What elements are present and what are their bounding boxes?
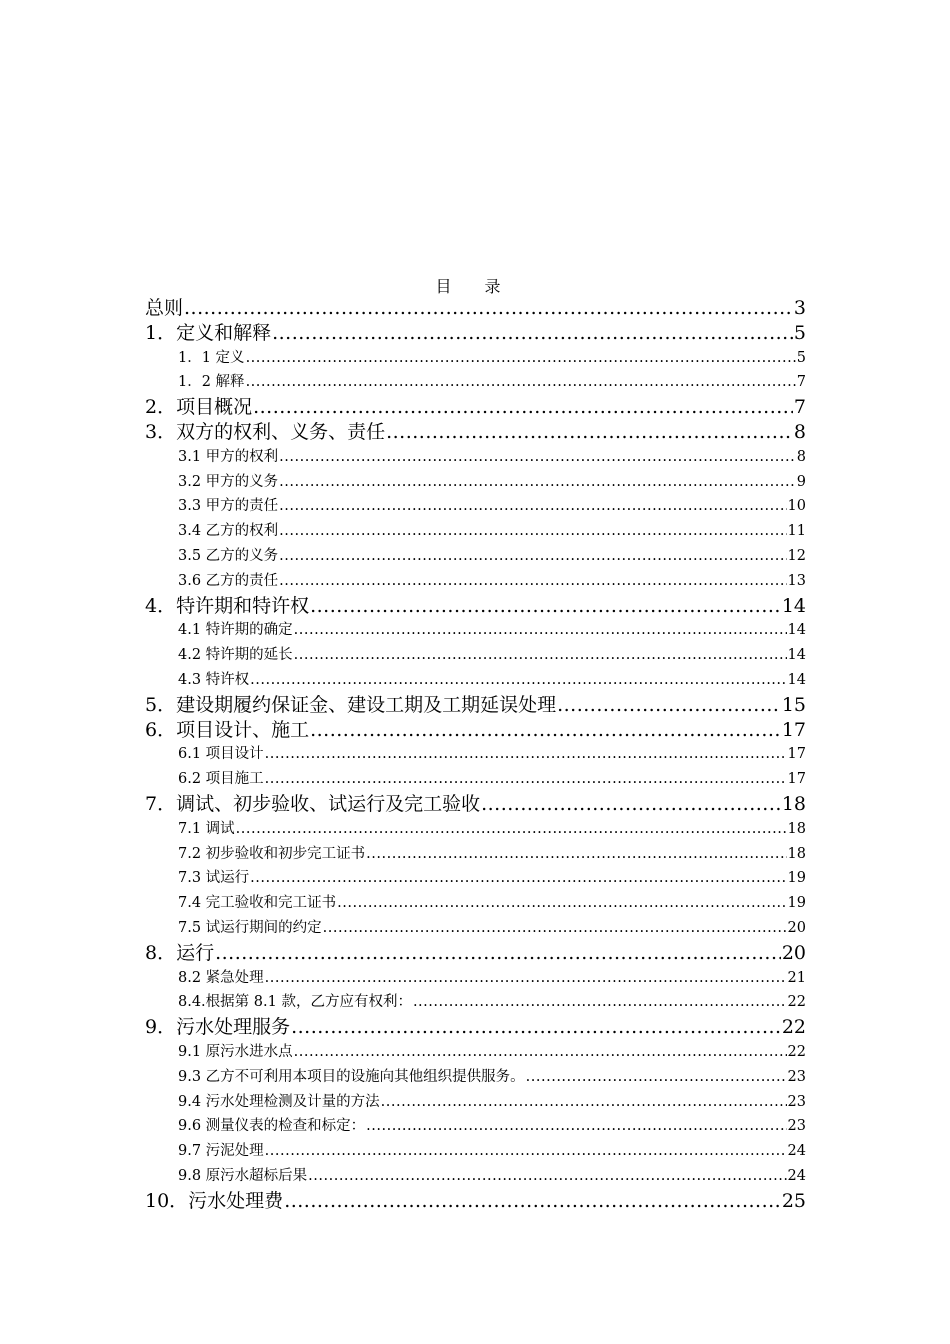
toc-entry-title: 7.5 试运行期间的约定 <box>178 919 322 936</box>
toc-entry[interactable] <box>145 916 806 941</box>
toc-entry-page-number: 19 <box>787 895 806 912</box>
toc-entry[interactable] <box>145 420 806 445</box>
toc-entry[interactable] <box>145 842 806 867</box>
toc-title: 目 录 <box>435 277 515 296</box>
toc-entry-title: 8.4.根据第 8.1 款，乙方应有权利： <box>178 994 412 1011</box>
toc-entry-title: 5．建设期履约保证金、建设工期及工期延误处理 <box>145 693 557 716</box>
toc-entry[interactable] <box>145 1065 806 1090</box>
toc-entry-title: 4.2 特许期的延长 <box>178 647 293 664</box>
toc-entry-title: 3.2 甲方的义务 <box>178 473 279 490</box>
toc-entry-page-number: 13 <box>787 572 806 589</box>
dot-leader <box>294 1040 787 1065</box>
toc-entry-title: 7.3 试运行 <box>178 870 250 887</box>
toc-entry-page-number: 20 <box>781 941 806 964</box>
toc-entry-title: 9.8 原污水超标后果 <box>178 1167 308 1184</box>
toc-entry[interactable] <box>145 569 806 594</box>
toc-entry-title: 总则 <box>145 297 184 319</box>
toc-entry-title: 4.3 特许权 <box>178 671 250 688</box>
dot-leader <box>265 742 787 767</box>
dot-leader <box>413 990 787 1015</box>
toc-entry-title: 7.4 完工验收和完工证书 <box>178 895 337 912</box>
toc-entry-title: 7.2 初步验收和初步完工证书 <box>178 845 366 862</box>
toc-entry[interactable] <box>145 618 806 643</box>
toc-entry[interactable] <box>145 470 806 495</box>
toc-entry[interactable] <box>145 1015 806 1040</box>
toc-entry-title: 4．特许期和特许权 <box>145 594 310 617</box>
toc-entry[interactable] <box>145 693 806 718</box>
toc-entry-title: 6．项目设计、施工 <box>145 718 310 741</box>
dot-leader <box>250 866 786 891</box>
dot-leader <box>294 643 787 668</box>
toc-entry-page-number: 22 <box>787 1043 806 1060</box>
toc-entry-title: 8．运行 <box>145 941 215 964</box>
toc-entry-page-number: 5 <box>793 321 806 344</box>
toc-entry-title: 8.2 紧急处理 <box>178 969 264 986</box>
toc-entry-page-number: 18 <box>787 845 806 862</box>
toc-entry-title: 3.3 甲方的责任 <box>178 498 279 515</box>
dot-leader <box>184 296 793 321</box>
toc-entry-page-number: 24 <box>787 1167 806 1184</box>
dot-leader <box>526 1065 787 1090</box>
toc-entry-page-number: 7 <box>796 374 806 391</box>
dot-leader <box>250 668 786 693</box>
toc-entry-title: 10．污水处理费 <box>145 1189 284 1212</box>
toc-entry-page-number: 12 <box>787 547 806 564</box>
toc-entry-title: 9.6 测量仪表的检查和标定： <box>178 1118 366 1135</box>
toc-entry-title: 4.1 特许期的确定 <box>178 622 293 639</box>
toc-entry[interactable] <box>145 1040 806 1065</box>
dot-leader <box>236 817 787 842</box>
toc-entry[interactable] <box>145 643 806 668</box>
toc-entry-page-number: 24 <box>787 1143 806 1160</box>
toc-entry-page-number: 14 <box>787 647 806 664</box>
toc-entry-title: 3.1 甲方的权利 <box>178 448 279 465</box>
toc-entry-page-number: 8 <box>793 420 806 443</box>
toc-entry[interactable] <box>145 742 806 767</box>
toc-entry-page-number: 22 <box>787 994 806 1011</box>
dot-leader <box>246 370 796 395</box>
dot-leader <box>279 445 796 470</box>
toc-entry[interactable] <box>145 544 806 569</box>
toc-entry[interactable] <box>145 594 806 619</box>
toc-entry[interactable] <box>145 891 806 916</box>
toc-entry-page-number: 7 <box>793 396 806 419</box>
toc-entry[interactable] <box>145 395 806 420</box>
toc-entry-title: 7．调试、初步验收、试运行及完工验收 <box>145 792 481 815</box>
dot-leader <box>279 494 786 519</box>
toc-entry-page-number: 17 <box>787 746 806 763</box>
toc-entry[interactable] <box>145 296 806 321</box>
toc-entry[interactable] <box>145 370 806 395</box>
toc-entry-page-number: 23 <box>787 1068 806 1085</box>
toc-entry-page-number: 18 <box>781 792 806 815</box>
toc-entry[interactable] <box>145 990 806 1015</box>
dot-leader <box>279 519 786 544</box>
toc-entry[interactable] <box>145 966 806 991</box>
dot-leader <box>215 941 781 966</box>
dot-leader <box>279 569 786 594</box>
toc-entry-page-number: 14 <box>781 594 806 617</box>
toc-entry-page-number: 25 <box>781 1189 806 1212</box>
toc-entry-title: 1．2 解释 <box>178 374 245 391</box>
toc-entry-title: 3.4 乙方的权利 <box>178 523 279 540</box>
table-of-contents <box>145 296 806 1213</box>
toc-entry[interactable] <box>145 1090 806 1115</box>
toc-entry-page-number: 23 <box>787 1118 806 1135</box>
toc-entry-title: 9.1 原污水进水点 <box>178 1043 293 1060</box>
toc-entry-page-number: 23 <box>787 1093 806 1110</box>
dot-leader <box>337 891 786 916</box>
dot-leader <box>279 470 796 495</box>
toc-entry[interactable] <box>145 792 806 817</box>
toc-entry-title: 1．定义和解释 <box>145 321 272 344</box>
toc-entry[interactable] <box>145 494 806 519</box>
dot-leader <box>253 395 793 420</box>
toc-entry-title: 2．项目概况 <box>145 396 253 419</box>
dot-leader <box>366 842 786 867</box>
toc-entry[interactable] <box>145 519 806 544</box>
toc-entry[interactable] <box>145 321 806 346</box>
toc-entry-page-number: 17 <box>781 718 806 741</box>
toc-entry[interactable] <box>145 445 806 470</box>
toc-entry-title: 3.6 乙方的责任 <box>178 572 279 589</box>
dot-leader <box>284 1189 781 1214</box>
toc-entry-page-number: 21 <box>787 969 806 986</box>
toc-entry-title: 7.1 调试 <box>178 820 235 837</box>
toc-entry-page-number: 3 <box>793 297 806 319</box>
toc-entry-title: 3.5 乙方的义务 <box>178 547 279 564</box>
dot-leader <box>265 966 787 991</box>
toc-entry-page-number: 19 <box>787 870 806 887</box>
toc-entry-page-number: 14 <box>787 622 806 639</box>
toc-entry-title: 9.3 乙方不可利用本项目的设施向其他组织提供服务。 <box>178 1068 525 1085</box>
toc-entry[interactable] <box>145 1139 806 1164</box>
dot-leader <box>386 420 793 445</box>
toc-entry-page-number: 8 <box>796 448 806 465</box>
toc-entry[interactable] <box>145 668 806 693</box>
toc-entry-page-number: 10 <box>787 498 806 515</box>
dot-leader <box>265 1139 787 1164</box>
toc-entry[interactable] <box>145 767 806 792</box>
dot-leader <box>272 321 793 346</box>
toc-entry-title: 9.4 污水处理检测及计量的方法 <box>178 1093 380 1110</box>
toc-entry[interactable] <box>145 817 806 842</box>
dot-leader <box>366 1114 786 1139</box>
toc-entry-page-number: 22 <box>781 1016 806 1039</box>
toc-entry-title: 6.2 项目施工 <box>178 771 264 788</box>
toc-entry-page-number: 14 <box>787 671 806 688</box>
dot-leader <box>381 1090 787 1115</box>
toc-entry-title: 9.7 污泥处理 <box>178 1143 264 1160</box>
dot-leader <box>246 346 796 371</box>
toc-entry-page-number: 17 <box>787 771 806 788</box>
dot-leader <box>265 767 787 792</box>
dot-leader <box>310 718 781 743</box>
toc-entry-title: 6.1 项目设计 <box>178 746 264 763</box>
toc-entry-page-number: 9 <box>796 473 806 490</box>
dot-leader <box>279 544 786 569</box>
dot-leader <box>294 618 787 643</box>
toc-entry[interactable] <box>145 1189 806 1214</box>
dot-leader <box>291 1015 781 1040</box>
toc-entry[interactable] <box>145 718 806 743</box>
toc-entry-title: 3．双方的权利、义务、责任 <box>145 420 386 443</box>
toc-entry-page-number: 15 <box>781 693 806 716</box>
dot-leader <box>481 792 781 817</box>
dot-leader <box>308 1164 786 1189</box>
toc-entry[interactable] <box>145 941 806 966</box>
toc-entry[interactable] <box>145 346 806 371</box>
toc-entry-page-number: 5 <box>796 349 806 366</box>
toc-entry[interactable] <box>145 1164 806 1189</box>
dot-leader <box>310 594 781 619</box>
toc-entry[interactable] <box>145 866 806 891</box>
dot-leader <box>557 693 781 718</box>
toc-entry-page-number: 20 <box>787 919 806 936</box>
toc-entry-page-number: 11 <box>787 523 806 540</box>
toc-entry-page-number: 18 <box>787 820 806 837</box>
toc-entry-title: 1．1 定义 <box>178 349 245 366</box>
toc-entry[interactable] <box>145 1114 806 1139</box>
dot-leader <box>323 916 787 941</box>
toc-entry-title: 9．污水处理服务 <box>145 1016 291 1039</box>
